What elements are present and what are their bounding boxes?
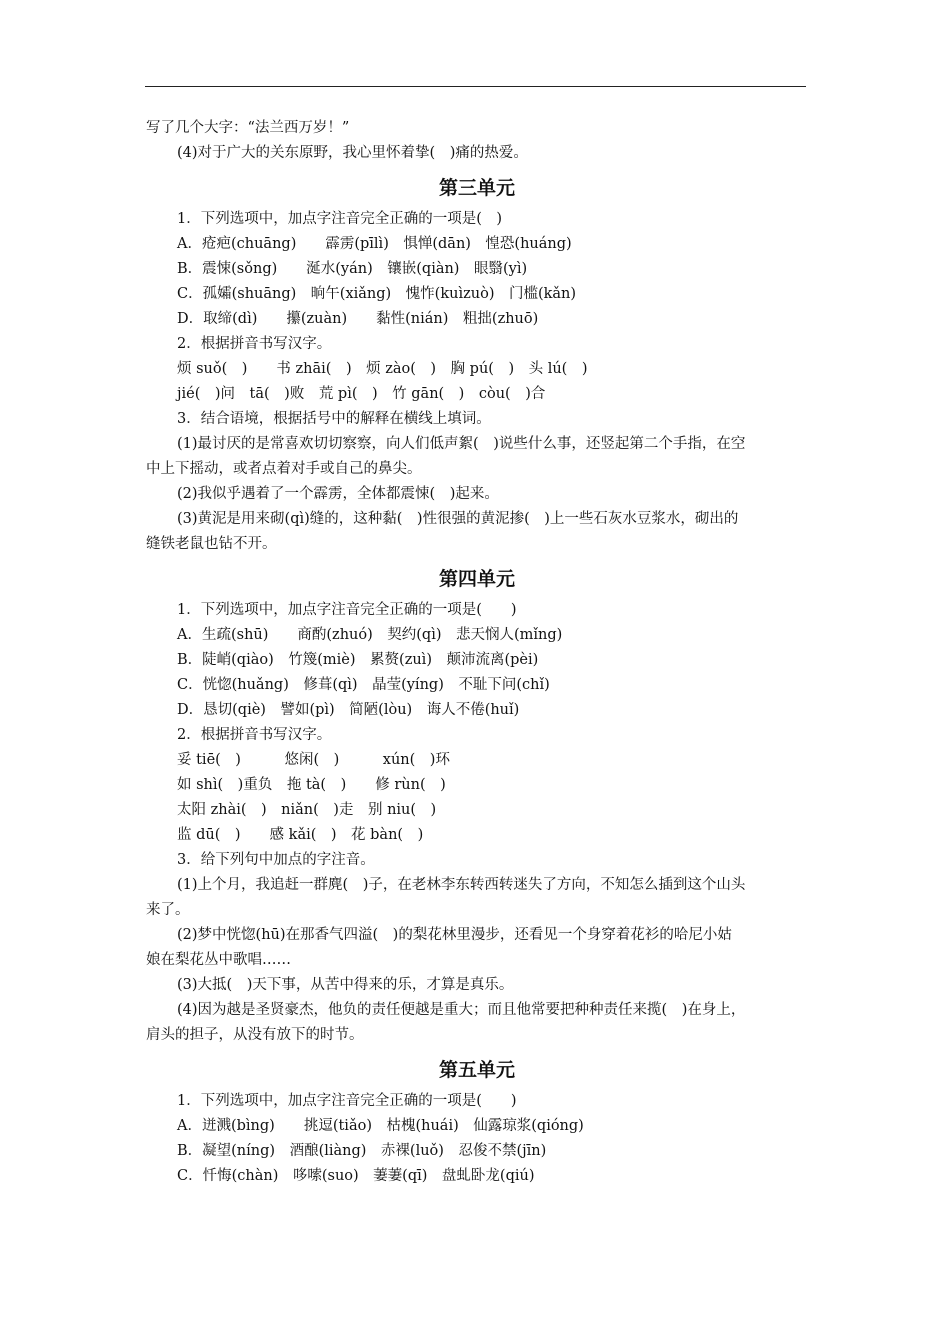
option-line: B．震悚(sǒng) 涎水(yán) 镶嵌(qiàn) 眼翳(yì) — [177, 261, 528, 277]
question-line: 3．结合语境，根据括号中的解释在横线上填词。 — [177, 411, 491, 427]
sentence-line: 肩头的担子，从没有放下的时节。 — [146, 1027, 364, 1043]
option-line: B．陡峭(qiào) 竹篾(miè) 累赘(zuì) 颠沛流离(pèi) — [177, 652, 539, 668]
option-line: A．疮疤(chuāng) 霹雳(pīlì) 惧惮(dān) 惶恐(huáng) — [177, 236, 572, 252]
sentence-line: (3)黄泥是用来砌(qì)缝的，这种黏( )性很强的黄泥掺( )上一些石灰水豆浆水，砌出的 — [177, 511, 739, 527]
sentence-line: 缝铁老鼠也钻不开。 — [146, 536, 277, 552]
sentence-line: 中上下摇动，或者点着对手或自己的鼻尖。 — [146, 461, 422, 477]
question-line: 3．给下列句中加点的字注音。 — [177, 852, 375, 868]
section-heading: 第五单元 — [438, 1059, 515, 1081]
sentence-line: (1)上个月，我追赶一群麂( )子，在老林李东转西转迷失了方向，不知怎么插到这个山头 — [177, 877, 746, 893]
pinyin-line: 太阳 zhài( ) niǎn( )走 别 niu( ) — [177, 802, 437, 818]
option-line: A．生疏(shū) 商酌(zhuó) 契约(qì) 悲天悯人(mǐng) — [177, 627, 563, 643]
sentence-line: (1)最讨厌的是常喜欢切切察察，向人们低声絮( )说些什么事，还竖起第二个手指，在空 — [177, 436, 746, 452]
question-line: 2．根据拼音书写汉字。 — [177, 727, 332, 743]
question-line: 1．下列选项中，加点字注音完全正确的一项是( ) — [177, 1093, 517, 1109]
option-line: C．恍惚(huǎng) 修葺(qì) 晶莹(yíng) 不耻下问(chǐ) — [177, 677, 550, 693]
option-line: C．孤孀(shuāng) 晌午(xiǎng) 愧怍(kuìzuò) 门槛(kǎn) — [177, 286, 577, 302]
section-heading: 第四单元 — [438, 568, 515, 590]
option-line: A．迸溅(bìng) 挑逗(tiǎo) 枯槐(huái) 仙露琼浆(qióng) — [177, 1118, 584, 1134]
option-line: B．凝望(níng) 酒酿(liàng) 赤裸(luǒ) 忍俊不禁(jīn) — [177, 1143, 547, 1159]
pinyin-line: 如 shì( )重负 拖 tà( ) 修 rùn( ) — [177, 777, 446, 793]
option-line: D．取缔(dì) 攥(zuàn) 黏性(nián) 粗拙(zhuō) — [177, 311, 539, 327]
sentence-line: (4)因为越是圣贤豪杰，他负的责任便越是重大；而且他常要把种种责任来揽( )在身上， — [177, 1002, 746, 1018]
document-page — [146, 116, 808, 1189]
sentence-line: 来了。 — [146, 902, 190, 918]
sentence-line: (2)梦中恍惚(hū)在那香气四溢( )的梨花林里漫步，还看见一个身穿着花衫的哈尼小姑 — [177, 927, 732, 943]
question-line: 2．根据拼音书写汉字。 — [177, 336, 332, 352]
pinyin-line: 烦 suǒ( ) 书 zhāi( ) 烦 zào( ) 胸 pú( ) 头 lú( ) — [177, 361, 588, 377]
sentence-line: (2)我似乎遇着了一个霹雳，全体都震悚( )起来。 — [177, 486, 499, 502]
intro-line: 写了几个大字：“法兰西万岁！” — [146, 120, 350, 136]
sentence-line: (3)大抵( )天下事，从苦中得来的乐，才算是真乐。 — [177, 977, 514, 993]
pinyin-line: 妥 tiē( ) 悠闲( ) xún( )环 — [177, 752, 450, 768]
section-heading: 第三单元 — [438, 177, 515, 199]
question-line: 1．下列选项中，加点字注音完全正确的一项是( ) — [177, 602, 517, 618]
pinyin-line: jié( )问 tā( )败 荒 pì( ) 竹 gān( ) còu( )合 — [177, 386, 546, 402]
question-line: 1．下列选项中，加点字注音完全正确的一项是( ) — [177, 211, 503, 227]
sentence-line: 娘在梨花丛中歌唱…… — [146, 952, 291, 968]
pinyin-line: 监 dū( ) 感 kǎi( ) 花 bàn( ) — [177, 827, 424, 843]
intro-line: (4)对于广大的关东原野，我心里怀着挚( )痛的热爱。 — [177, 145, 528, 161]
header-rule — [145, 86, 806, 87]
option-line: C．忏悔(chàn) 哆嗦(suo) 萋萋(qī) 盘虬卧龙(qiú) — [177, 1168, 535, 1184]
option-line: D．恳切(qiè) 譬如(pì) 简陋(lòu) 诲人不倦(huǐ) — [177, 702, 520, 718]
